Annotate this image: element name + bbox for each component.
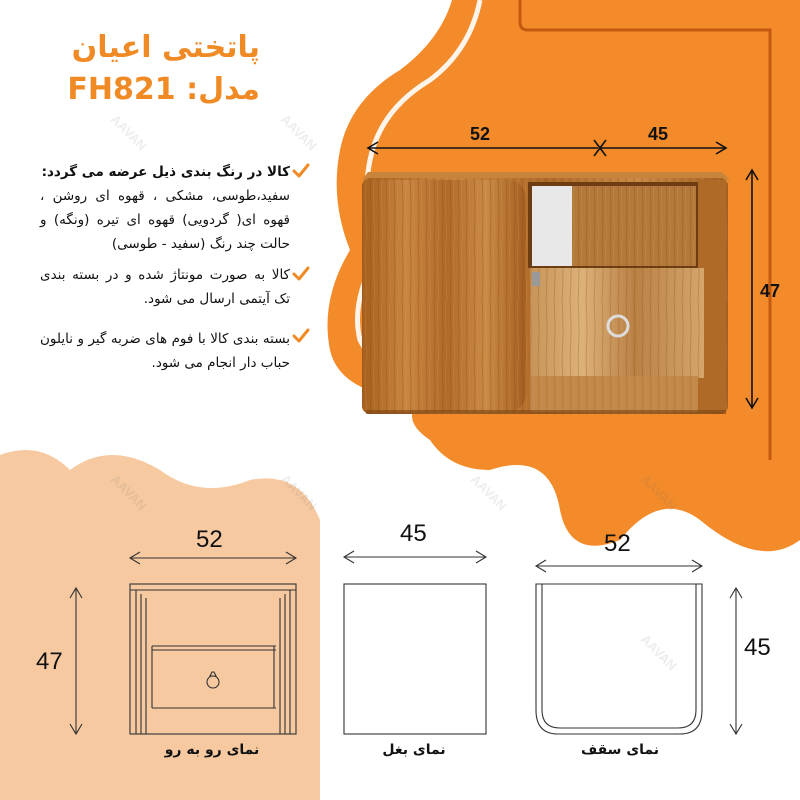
feature-colors-text: سفید،طوسی، مشکی ، قهوه ای روشن ، قهوه ای( گردویی) قهوه ای تیره (ونگه) و حالت چند رنگ (سفید - طوسی) [40,188,290,252]
check-icon [292,328,310,344]
main-depth-label: 45 [648,124,669,144]
top-view-label: نمای سقف [580,742,660,758]
svg-text:AAVAN: AAVAN [637,631,680,674]
top-view-width: 52 [604,530,631,557]
svg-text:AAVAN: AAVAN [107,111,150,154]
nightstand-illustration [362,172,730,414]
check-icon [292,266,310,282]
side-view-label: نمای بغل [382,742,446,758]
svg-text:AAVAN: AAVAN [277,471,320,514]
feature-colors-heading: کالا در رنگ بندی ذیل عرضه می گردد: [41,164,290,180]
product-model: مدل: FH821 [67,72,260,107]
feature-packaging: بسته بندی کالا با فوم های ضربه گیر و نایلون حباب دار انجام می شود. [40,331,290,371]
main-width-label: 52 [470,124,491,144]
feature-assembly: کالا به صورت مونتاژ شده و در بسته بندی تک آیتمی ارسال می شود. [40,267,290,307]
top-view-depth: 45 [744,634,771,661]
svg-text:AAVAN: AAVAN [277,111,320,154]
top-view-drawing [536,560,742,734]
front-view-width: 52 [196,526,223,553]
side-view-drawing [344,551,486,734]
feature-colors [40,160,290,256]
product-title: پاتختی اعیان [71,30,260,65]
svg-text:AAVAN: AAVAN [107,471,150,514]
check-icon [292,163,310,179]
side-view-width: 45 [400,520,427,547]
front-view-height: 47 [36,648,63,675]
svg-text:AAVAN: AAVAN [637,471,680,514]
main-height-label: 47 [760,281,781,301]
svg-text:AAVAN: AAVAN [467,471,510,514]
front-view-label: نمای رو به رو [164,742,260,758]
